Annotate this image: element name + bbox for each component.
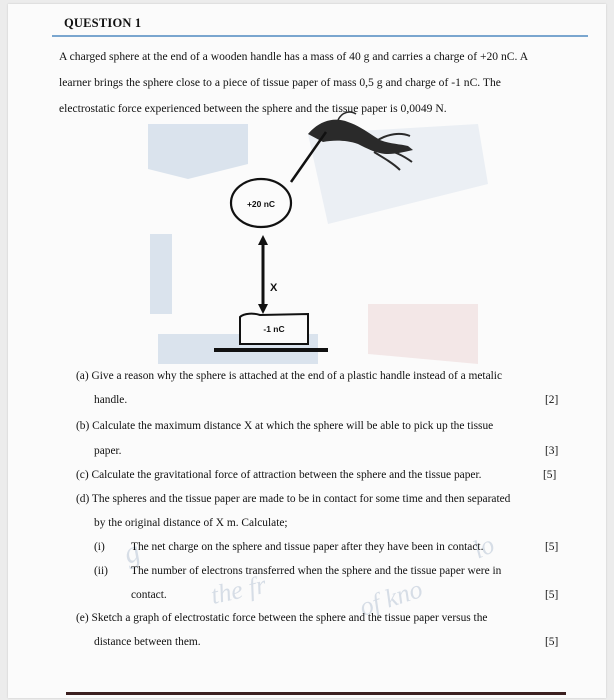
watermark-text-1: the fr — [208, 569, 269, 610]
question-c-marks: [5] — [543, 469, 557, 481]
question-b-line-2: paper. — [94, 445, 122, 457]
watermark-text-3: g — [119, 534, 145, 571]
arrow-head-down — [258, 304, 268, 314]
hand-icon — [308, 112, 413, 170]
sphere-charge-label: +20 nC — [246, 199, 276, 209]
question-d-ii-text-2: contact. — [131, 589, 167, 601]
watermark-text-2: of kno — [355, 574, 426, 622]
question-d-line-2: by the original distance of X m. Calculate; — [94, 517, 288, 529]
question-d-ii-number: (ii) — [94, 565, 108, 577]
question-d-i-marks: [5] — [545, 541, 559, 553]
question-d-i-text: The net charge on the sphere and tissue paper after they have been in contact. — [131, 541, 484, 553]
intro-line-2: learner brings the sphere close to a piece of tissue paper of mass 0,5 g and charge of -1 nC. The — [59, 76, 501, 89]
arrow-head-up — [258, 235, 268, 245]
paper-charge-label: -1 nC — [263, 324, 285, 334]
question-d-ii-marks: [5] — [545, 589, 559, 601]
question-d-i-number: (i) — [94, 541, 105, 553]
wooden-handle — [291, 132, 326, 182]
question-a-line-1: (a) Give a reason why the sphere is attached at the end of a plastic handle instead of a metalic — [76, 370, 503, 382]
question-e-line-1: (e) Sketch a graph of electrostatic force between the sphere and the tissue paper versus the — [76, 612, 488, 624]
question-e-marks: [5] — [545, 636, 559, 648]
question-d-ii-text: The number of electrons transferred when the sphere and the tissue paper were in — [131, 565, 502, 577]
worksheet-page — [8, 4, 606, 698]
question-c-line-1: (c) Calculate the gravitational force of attraction between the sphere and the tissue paper. — [76, 469, 482, 481]
question-title: QUESTION 1 — [64, 16, 142, 30]
question-b-marks: [3] — [545, 445, 559, 457]
question-a-marks: [2] — [545, 394, 559, 406]
question-a-line-2: handle. — [94, 394, 128, 406]
question-e-line-2: distance between them. — [94, 636, 201, 648]
table-stand — [214, 348, 328, 352]
question-d-line-1: (d) The spheres and the tissue paper are made to be in contact for some time and then separated — [76, 493, 511, 505]
question-b-line-1: (b) Calculate the maximum distance X at which the sphere will be able to pick up the tissue — [76, 420, 494, 432]
distance-x-label: X — [270, 282, 278, 294]
bottom-rule — [66, 692, 566, 695]
watermark-text-4: lo — [468, 529, 499, 565]
charge-diagram — [8, 4, 606, 364]
intro-line-3: electrostatic force experienced between the sphere and the tissue paper is 0,0049 N. — [59, 102, 447, 115]
intro-line-1: A charged sphere at the end of a wooden handle has a mass of 40 g and carries a charge of +20 nC. A — [59, 50, 529, 63]
